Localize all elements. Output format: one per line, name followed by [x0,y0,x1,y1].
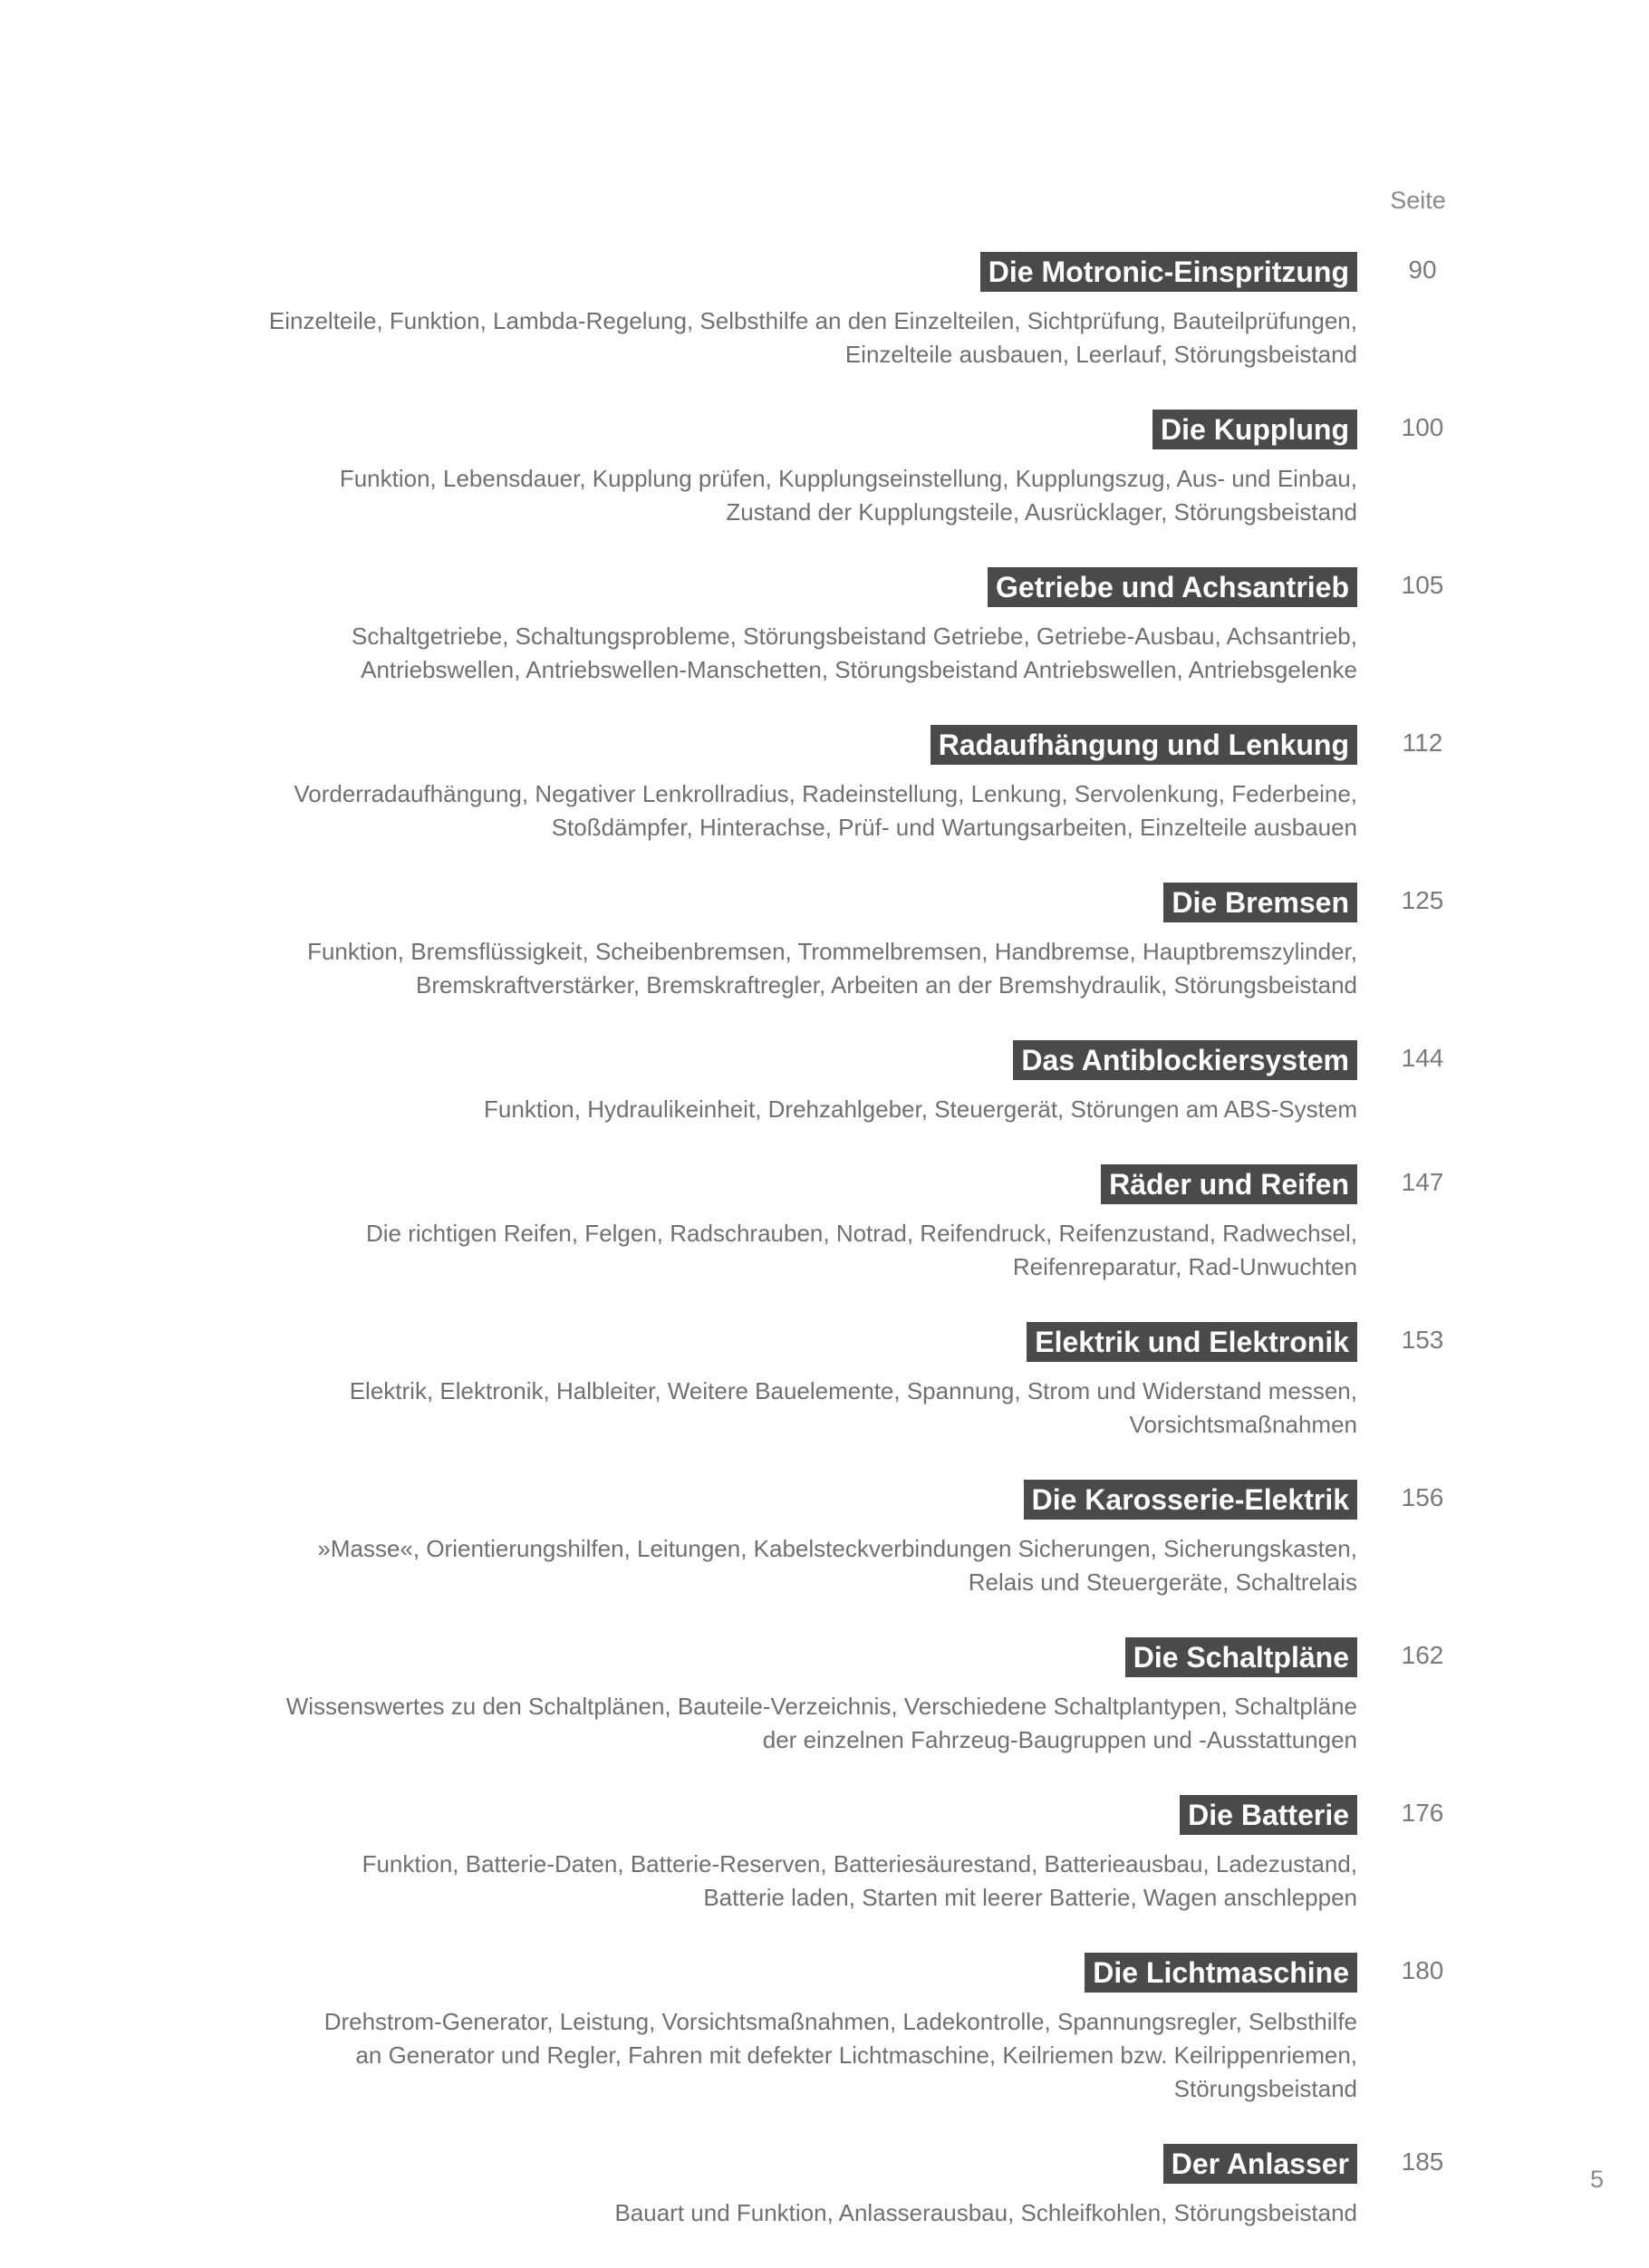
description-line: Batterie laden, Starten mit leerer Batterie, Wagen anschleppen [703,1884,1357,1911]
toc-entry [0,1637,1649,1757]
chapter-description [82,1532,1357,1599]
description-line: an Generator und Regler, Fahren mit defekter Lichtmaschine, Keilriemen bzw. Keilrippenriemen, [355,2041,1357,2069]
toc-entry [0,1164,1649,1284]
toc-entry-header [0,1164,1649,1204]
toc-entry-header [0,1637,1649,1677]
chapter-title: Der Anlasser [1163,2144,1357,2184]
description-line: Stoßdämpfer, Hinterachse, Prüf- und Wartungsarbeiten, Einzelteile ausbauen [551,814,1357,841]
description-line: Einzelteile ausbauen, Leerlauf, Störungsbeistand [844,341,1357,368]
chapter-title: Die Bremsen [1163,883,1357,922]
chapter-title: Elektrik und Elektronik [1027,1322,1357,1362]
chapter-description [82,620,1357,687]
chapter-page-number: 90 [1408,256,1437,284]
description-line: Funktion, Hydraulikeinheit, Drehzahlgeber, Steuergerät, Störungen am ABS-System [484,1095,1357,1123]
chapter-title: Räder und Reifen [1101,1164,1357,1204]
description-line: Vorsichtsmaßnahmen [1129,1411,1357,1438]
chapter-description [82,304,1357,372]
description-line: Relais und Steuergeräte, Schaltrelais [968,1568,1357,1596]
chapter-page-number: 176 [1401,1799,1444,1827]
toc-entry [0,1040,1649,1126]
chapter-page-number: 105 [1401,571,1444,599]
chapter-description [82,1690,1357,1757]
toc-entry [0,725,1649,844]
chapter-description [82,777,1357,844]
description-line: Funktion, Batterie-Daten, Batterie-Reserven, Batteriesäurestand, Batterieausbau, Ladezustand, [362,1850,1357,1877]
description-line: Vorderradaufhängung, Negativer Lenkrollradius, Radeinstellung, Lenkung, Servolenkung, Federbeine, [294,780,1357,807]
description-line: »Masse«, Orientierungshilfen, Leitungen, Kabelsteckverbindungen Sicherungen, Sicherungskasten, [317,1535,1357,1562]
chapter-title: Getriebe und Achsantrieb [988,567,1357,607]
toc-entry-header [0,1795,1649,1835]
toc-entry-header [0,725,1649,765]
page-folio: 5 [1590,2166,1605,2193]
toc-entry [0,1953,1649,2106]
chapter-page-number: 153 [1401,1326,1444,1354]
description-line: Antriebswellen, Antriebswellen-Manschetten, Störungsbeistand Antriebswellen, Antriebsgelenke [361,656,1357,683]
description-line: der einzelnen Fahrzeug-Baugruppen und -Ausstattungen [762,1726,1357,1753]
description-line: Störungsbeistand [1173,2075,1357,2102]
description-line: Reifenreparatur, Rad-Unwuchten [1012,1253,1357,1280]
chapter-description [82,1093,1357,1126]
chapter-title: Die Schaltpläne [1125,1637,1357,1677]
description-line: Drehstrom-Generator, Leistung, Vorsichtsmaßnahmen, Ladekontrolle, Spannungsregler, Selbsthilfe [323,2008,1357,2035]
description-line: Einzelteile, Funktion, Lambda-Regelung, Selbsthilfe an den Einzelteilen, Sichtprüfung, Bauteilprüfungen, [268,307,1357,334]
chapter-page-number: 185 [1401,2147,1444,2176]
description-line: Bauart und Funktion, Anlasserausbau, Schleifkohlen, Störungsbeistand [614,2199,1357,2226]
toc-entry-header [0,567,1649,607]
toc-entry-header [0,1953,1649,1993]
description-line: Funktion, Bremsflüssigkeit, Scheibenbremsen, Trommelbremsen, Handbremse, Hauptbremszylinder, [307,938,1357,965]
toc-entry-header [0,883,1649,922]
toc-entry [0,410,1649,529]
chapter-page-number: 144 [1401,1044,1444,1072]
toc-entry-header [0,1040,1649,1080]
chapter-description [82,2196,1357,2230]
chapter-page-number: 147 [1401,1168,1444,1196]
toc-entry [0,1795,1649,1915]
toc-entry [0,883,1649,1002]
chapter-title: Die Karosserie-Elektrik [1024,1480,1357,1520]
chapter-title: Die Motronic-Einspritzung [980,252,1357,292]
toc-entry-header [0,2144,1649,2184]
toc-entry [0,1322,1649,1442]
description-line: Die richtigen Reifen, Felgen, Radschrauben, Notrad, Reifendruck, Reifenzustand, Radwechsel, [365,1220,1357,1247]
toc-entry-header [0,1480,1649,1520]
description-line: Elektrik, Elektronik, Halbleiter, Weitere Bauelemente, Spannung, Strom und Widerstand messen, [349,1377,1357,1404]
chapter-page-number: 100 [1401,413,1444,441]
toc-entry-header [0,1322,1649,1362]
toc-entry [0,1480,1649,1599]
chapter-title: Die Batterie [1180,1795,1357,1835]
chapter-page-number: 125 [1401,886,1444,914]
chapter-page-number: 112 [1402,729,1443,757]
chapter-description [82,935,1357,1002]
table-of-contents [0,252,1649,2268]
description-line: Zustand der Kupplungsteile, Ausrücklager, Störungsbeistand [726,498,1357,526]
chapter-title: Die Kupplung [1152,410,1357,449]
chapter-title: Das Antiblockiersystem [1013,1040,1357,1080]
description-line: Funktion, Lebensdauer, Kupplung prüfen, Kupplungseinstellung, Kupplungszug, Aus- und Einbau, [339,465,1357,492]
chapter-title: Radaufhängung und Lenkung [931,725,1357,765]
toc-entry [0,567,1649,687]
description-line: Schaltgetriebe, Schaltungsprobleme, Störungsbeistand Getriebe, Getriebe-Ausbau, Achsantrieb, [351,622,1357,650]
chapter-page-number: 156 [1401,1483,1444,1511]
chapter-page-number: 180 [1401,1956,1444,1984]
chapter-description [82,1848,1357,1915]
toc-entry-header [0,410,1649,449]
chapter-description [82,1375,1357,1442]
chapter-description [82,2005,1357,2106]
toc-entry [0,2144,1649,2230]
toc-entry [0,252,1649,372]
chapter-page-number: 162 [1401,1641,1444,1669]
toc-entry-header [0,252,1649,292]
chapter-description [82,462,1357,529]
description-line: Bremskraftverstärker, Bremskraftregler, Arbeiten an der Bremshydraulik, Störungsbeistand [416,971,1357,999]
chapter-title: Die Lichtmaschine [1085,1953,1357,1993]
seite-column-header: Seite [1390,187,1446,214]
description-line: Wissenswertes zu den Schaltplänen, Bauteile-Verzeichnis, Verschiedene Schaltplantypen, Schaltpläne [285,1693,1357,1720]
chapter-description [82,1217,1357,1284]
